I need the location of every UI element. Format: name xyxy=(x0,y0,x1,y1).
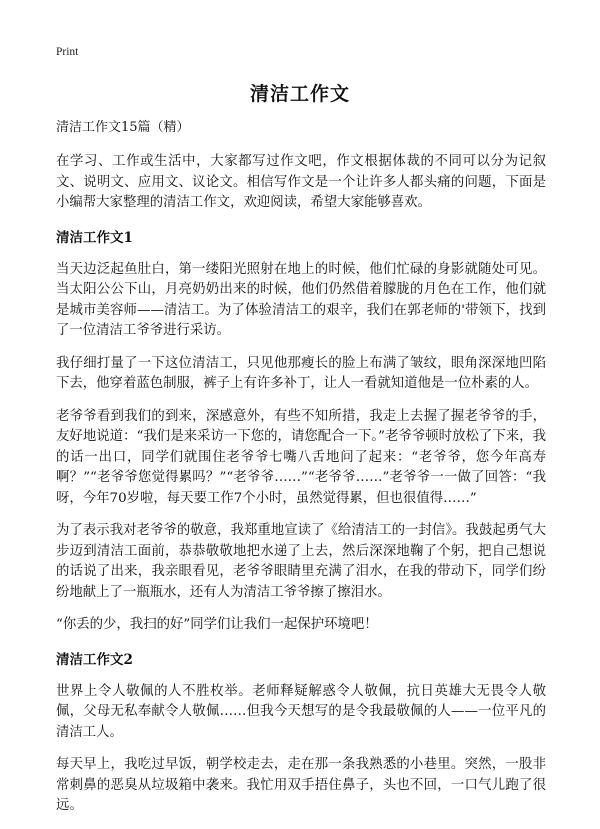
section-2-paragraph-2: 每天早上，我吃过早饭，朝学校走去，走在那一条我熟悉的小巷里。突然，一股非常刺鼻的恶臭从垃圾箱中袭来。我忙用双手捂住鼻子，头也不回，一口气儿跑了很远。 xyxy=(56,757,546,813)
section-heading-1: 清洁工作文1 xyxy=(56,229,133,246)
section-1-paragraph-2: 我仔细打量了一下这位清洁工，只见他那瘦长的脸上布满了皱纹，眼角深深地凹陷下去，他穿着蓝色制服，裤子上有许多补丁，让人一看就知道他是一位朴素的人。 xyxy=(56,355,546,391)
intro-paragraph: 在学习、工作或生活中，大家都写过作文吧，作文根据体裁的不同可以分为记叙文、说明文、应用文、议论文。相信写作文是一个让许多人都头痛的问题，下面是小编帮大家整理的清洁工作文，欢迎阅读，希望大家能够喜欢。 xyxy=(56,154,546,210)
section-1-paragraph-4: 为了表示我对老爷爷的敬意，我郑重地宣读了《给清洁工的一封信》。我鼓起勇气大步迈到清洁工面前，恭恭敬敬地把水递了上去，然后深深地鞠了个躬，把自己想说的话说了出来，我亲眼看见，老爷爷眼睛里充满了泪水，在我的带动下，同学们纷纷地献上了一瓶瓶水，还有人为清洁工爷爷擦了擦泪水。 xyxy=(56,523,546,600)
section-1-paragraph-5: “你丢的少，我扫的好”同学们让我们一起保护环境吧！ xyxy=(56,617,378,632)
section-1-paragraph-1: 当天边泛起鱼肚白，第一缕阳光照射在地上的时候，他们忙碌的身影就随处可见。当太阳公公下山，月亮奶奶出来的时候，他们仍然借着朦胧的月色在工作，他们就是城市美容师——清洁工。为了体验清洁工的艰辛，我们在郭老师的'带领下，找到了一位清洁工爷爷进行采访。 xyxy=(56,261,546,338)
print-link[interactable]: Print xyxy=(56,46,79,58)
section-2-paragraph-1: 世界上令人敬佩的人不胜枚举。老师释疑解惑令人敬佩，抗日英雄大无畏令人敬佩，父母无私奉献令人敬佩……但我今天想写的是令我最敬佩的人——一位平凡的清洁工人。 xyxy=(56,683,546,740)
document-body xyxy=(56,118,546,829)
page-title: 清洁工作文 xyxy=(249,83,350,105)
document-subtitle: 清洁工作文15篇（精） xyxy=(56,120,190,135)
section-heading-2: 清洁工作文2 xyxy=(56,651,133,668)
section-1-paragraph-3: 老爷爷看到我们的到来，深感意外，有些不知所措，我走上去握了握老爷爷的手，友好地说道：“我们是来采访一下您的，请您配合一下。”老爷爷顿时放松了下来，我的话一出口，同学们就围住老爷爷七嘴八舌地问了起来：“老爷爷，您今年高寿啊？”“老爷爷您觉得累吗？”“老爷爷……”“老爷爷……”老爷爷一一做了回答：“我呀，今年70岁啦，每天要工作7个小时，虽然觉得累，但也很值得……” xyxy=(56,408,546,506)
